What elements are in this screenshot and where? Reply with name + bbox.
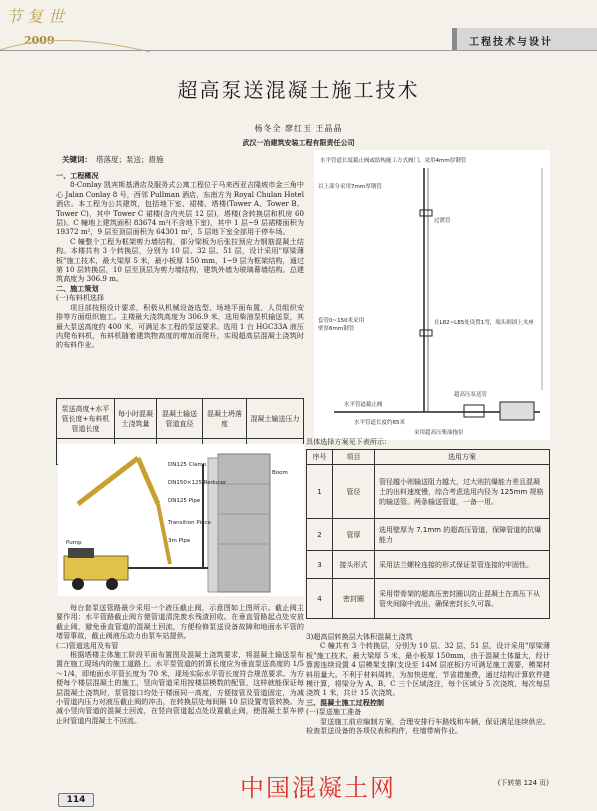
table-cell: 3 bbox=[307, 551, 333, 579]
table-cell: 接头形式 bbox=[333, 551, 375, 579]
keywords-label: 关键词： bbox=[62, 155, 92, 164]
table-row bbox=[307, 551, 550, 579]
table-header-cell: 泵送高度+水平管长度+布料机管道长度 bbox=[57, 399, 115, 439]
left-column-bottom bbox=[56, 603, 304, 725]
table-cell: 管径越小则输送阻力越大，过大则抗爆能力差且混凝土的出料速度慢，综合考虑选用内径为 125mm 规格的输送管。两条输送管道，一备一用。 bbox=[375, 465, 550, 519]
logo-year: 2009 bbox=[24, 34, 55, 47]
boom-pump-figure bbox=[58, 444, 304, 596]
table-header-cell: 序号 bbox=[307, 450, 333, 465]
figure-label: 在L82~L85处设置1弯，端头则固上夹座 bbox=[434, 320, 534, 326]
table-header-cell: 项目 bbox=[333, 450, 375, 465]
figure-label: 套管0~150米采用 bbox=[318, 318, 365, 324]
paragraph: C 幢共有 3 个转换层，分别为 10 层、32 层、51 层，设计采用"厚梁薄板"施工技术，最大梁厚 5 米，最小板厚 150mm，由于混凝土体量大，经计算需连续设置 4 层模架支撑(支设至 14M 层底板)方可满足施工需要，模架材料用量大。不利于材料周转，为加快进度，节省措施费，通过结构计算软件建模计算，将梁分为 A、B、C 三个区域浇注，每个区域分 5 次浇筑，每次每层浇筑 1 米，共计 15 次浇筑。 bbox=[306, 641, 550, 698]
left-column-top bbox=[56, 171, 304, 350]
page-number: 114 bbox=[58, 793, 94, 807]
section-label: 工程技术与设计 bbox=[469, 37, 553, 48]
table-header-cell: 选用方案 bbox=[375, 450, 550, 465]
section-tag bbox=[452, 28, 597, 50]
paragraph: 根据塔楼主体施工阶段平面布置图及混凝土浇筑要求，将混凝土输送泵布置在施工现场内的施工道路上。水平泵管道的折算长度应为垂直泵送高度的 1/5～1/4，即地面水平管长度为 70 米，现场实际水平管长度符合规范要求。为方便每个楼层混凝土的施工，竖向管道采用按楼层模数的配管，这样就能保证每层混凝土浇筑时，泵管接口均处于楼面同一高度，方便接管及管道固定，为减小管道内压力对液压截止阀的冲击，在转换层处每间隔 10 层设置弯管转换。为减小竖向管道的混凝土回流，在竖向管道起点处设置截止阀，使混凝土泵车停止时管道内混凝土不回流。 bbox=[56, 650, 304, 725]
svg-text:节 复 世: 节 复 世 bbox=[6, 7, 65, 26]
table-row bbox=[307, 579, 550, 619]
table-header-cell: 混凝土输送管道直径 bbox=[157, 399, 203, 439]
paragraph: 8-Conlay 凯宾斯基酒店及服务式公寓工程位于马来西亚吉隆坡市金三角中心 Jalan Conlay 8 号，西邻 Pullman 酒店，东南方为 Royal Chulan Hotel 酒店。本工程为公共建筑，包括地下室、裙楼、塔楼(Tower A、Tower B、Tower C)，其中 Tower C 裙楼(含内夹层 12 层)，塔楼(含转换层和机房 60 层)。C 幢地上建筑面积 83674 m²(不含地下室)，其中 1 层~9 层裙楼面积为 19372 m²，9 层至顶层面积为 64301 m²，5 层地下室全部用于停车场。 bbox=[56, 180, 304, 237]
journal-logo bbox=[0, 0, 150, 60]
subsection-heading: (一)布料机选择 bbox=[56, 293, 105, 303]
section-heading: 三、混凝土施工过程控制 bbox=[306, 697, 385, 707]
figure-label: Pump bbox=[66, 540, 82, 546]
figure-label: 采用超高压柴油拖泵 bbox=[414, 430, 464, 436]
table-cell: 4 bbox=[307, 579, 333, 619]
subsection-heading: 3)超高层转换层大体积混凝土浇筑 bbox=[306, 632, 413, 641]
figure-label: 水平管道长度截止阀或结构施工方式阀门，采用4mm厚钢管 bbox=[320, 158, 467, 164]
table2-intro bbox=[306, 437, 550, 446]
table-cell: 密封圈 bbox=[333, 579, 375, 619]
table-row bbox=[307, 465, 550, 519]
figure-label: DN125 Clamp bbox=[168, 462, 207, 468]
paragraph: 每台套泵送管路最少采用一个液压截止阀，示意图如上图所示。截止阀主要作用：水平管路截止阀方便管道清洗废水残渣回收。在垂直管路起点处安放截止阀，避免垂直管道的混凝土回流，方便检修泵送设备故障和地面水平管的堵管事故，截止阀液压动力由泵车站提供。 bbox=[56, 603, 304, 641]
table-row bbox=[307, 519, 550, 551]
paragraph: 泵送施工前应编制方案，合理安排行车路线和车辆，保证满足连续供应。检查泵送设备的各项仪表和构件，柱墙带病作业。 bbox=[306, 716, 550, 736]
table-header-cell: 混凝土坍落度 bbox=[203, 399, 247, 439]
table-cell: 1 bbox=[307, 465, 333, 519]
authors: 杨冬全 廖红玉 王晶晶 bbox=[254, 124, 343, 133]
table-header-cell: 混凝土输送压力 bbox=[247, 399, 304, 439]
piping-layout-figure bbox=[314, 150, 550, 440]
table-cell: 2 bbox=[307, 519, 333, 551]
figure-label: 超高压泵送管 bbox=[454, 392, 488, 398]
figure-label: 过渡管 bbox=[434, 218, 451, 224]
figure-label: Transition Piece bbox=[168, 520, 211, 526]
figure-label: Boom bbox=[272, 470, 288, 476]
table-header-row bbox=[57, 399, 304, 439]
keywords bbox=[62, 154, 164, 165]
section-heading: 二、施工策划 bbox=[56, 283, 99, 293]
header-rule bbox=[0, 50, 597, 51]
table-header-row bbox=[307, 450, 550, 465]
table-cell: 采用带骨架的超高压密封圈以防止混凝土在高压下从管夹间隙中流出，确保密封长久可靠。 bbox=[375, 579, 550, 619]
paragraph: 具体选择方案见下表所示： bbox=[306, 437, 392, 446]
figure-label: 3m Pipe bbox=[168, 538, 191, 544]
table-cell: 管厚 bbox=[333, 519, 375, 551]
figure-label: 水平管道长度约65米 bbox=[354, 420, 405, 426]
paragraph: 项目部按照设计要求，积极从机械设备选型、场地平面布置、人员组织安排等方面组织施工。主楼最大浇筑高度为 306.9 米，选用柴油泵机输送泵，其最大泵送高度约 400 米，可满足本工程的泵送要求。选用 1 台 HGC33A 液压内爬布料机，布料机随着建筑物高度的增加而爬升，实现超高层混凝土浇筑时的布料作业。 bbox=[56, 302, 304, 350]
paragraph: C 幢整个工程为框架剪力墙结构，部分梁板为后张拉预应力钢筋混凝土结构。本楼共有 3 个转换层，分别为 10 层、32 层、51 层，设计采用"厚梁薄板"施工技术，最大梁厚 5 米，最小板厚 150 mm，1~9 层为框架结构，通过第 10 层转换层，10 层至顶层为剪力墙结构，建筑外墙为玻璃幕墙结构。总建筑高度为 306.9 m。 bbox=[56, 236, 304, 284]
right-column-bottom bbox=[306, 632, 550, 735]
table-cell: 管径 bbox=[333, 465, 375, 519]
watermark: 中国混凝土网 bbox=[240, 774, 396, 802]
table-cell: 选用壁厚为 7.1mm 的超高压管道，保障管道的抗爆能力 bbox=[375, 519, 550, 551]
subsection-heading: (一)泵送施工准备 bbox=[306, 707, 362, 717]
keywords-text: 塔落度；泵送；措施 bbox=[96, 155, 164, 164]
figure-label: DN125 Pipe bbox=[168, 498, 201, 504]
figure-label: 壁厚6mm钢管 bbox=[318, 326, 355, 332]
subsection-heading: (二)管道选用及布管 bbox=[56, 640, 119, 650]
article-title: 超高泵送混凝土施工技术 bbox=[177, 78, 420, 102]
figure-label: DN150×125 Reducer bbox=[168, 480, 227, 486]
table-cell: 采用法兰螺栓连接的形式保证泵管连接的牢固性。 bbox=[375, 551, 550, 579]
pipe-selection-table bbox=[306, 449, 550, 619]
affiliation: 武汉一冶建筑安装工程有限责任公司 bbox=[242, 139, 355, 147]
figure-label: 以上部分采用7mm厚钢管 bbox=[318, 184, 382, 190]
table-header-cell: 每小时混凝土浇筑量 bbox=[115, 399, 157, 439]
continued-note: (下转第 124 页) bbox=[497, 779, 549, 787]
section-heading: 一、工程概况 bbox=[56, 171, 99, 180]
figure-label: 水平管道截止阀 bbox=[344, 402, 383, 408]
